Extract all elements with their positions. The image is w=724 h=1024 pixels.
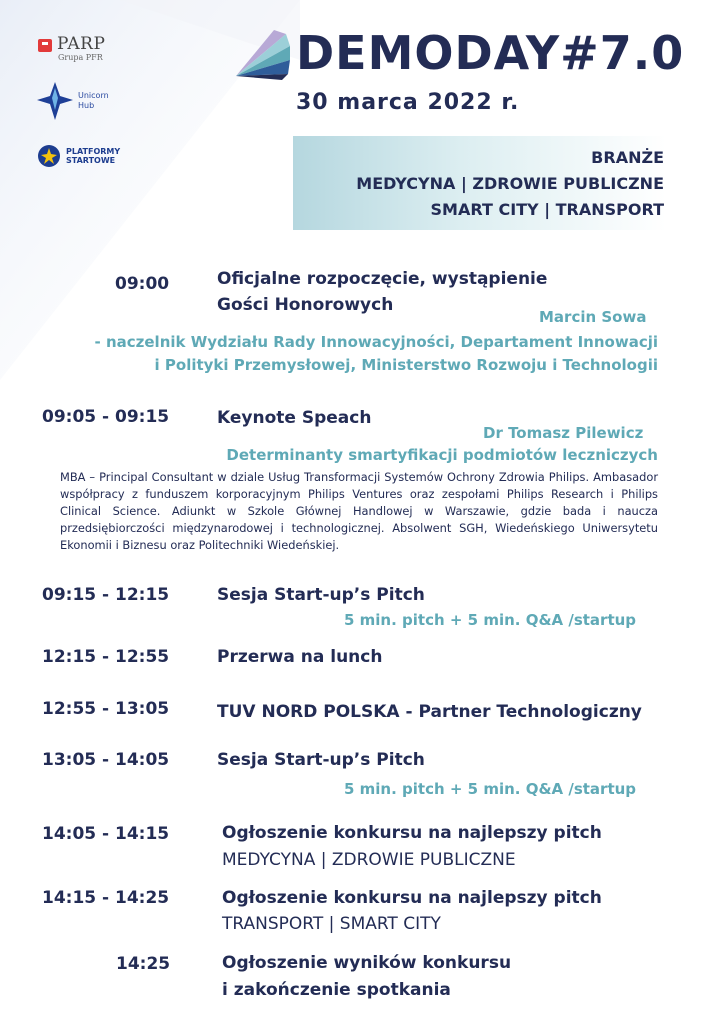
pitch2-time: 13:05 - 14:05 — [42, 750, 170, 770]
award1-title: Ogłoszenie konkursu na najlepszy pitch — [222, 823, 602, 843]
closing-title-line1: Ogłoszenie wyników konkursu — [222, 953, 512, 973]
keynote-speaker-bio: MBA – Principal Consultant w dziale Usług Transformacji Systemów Ochrony Zdrowia Philips. Ambasador współpracy z funduszem korporacyjnym Philips Ventures oraz zespołami Philips Research i Philips Clinical Science. Adiunkt w Szkole Głównej Handlowej w Warszawie, gdzie bada i naucza przedsiębiorczości międzynarodowej i technologicznej. Absolwent SGH, Wiedeńskiego Uniwersytetu Ekonomii i Biznesu oraz Politechniki Wiedeńskiej. — [60, 470, 658, 552]
award2-subtitle: TRANSPORT | SMART CITY — [222, 914, 441, 934]
pitch2-note: 5 min. pitch + 5 min. Q&A /startup — [344, 780, 637, 798]
unicorn-line2: Hub — [78, 101, 95, 110]
platformy-line2: STARTOWE — [66, 156, 116, 165]
pitch2-title: Sesja Start-up’s Pitch — [217, 750, 425, 770]
tuv-time: 12:55 - 13:05 — [42, 699, 170, 719]
pitch1-note: 5 min. pitch + 5 min. Q&A /startup — [344, 611, 637, 629]
industries-heading: BRANŻE — [591, 148, 664, 167]
platformy-star-icon — [36, 144, 62, 168]
tuv-title: TUV NORD POLSKA - Partner Technologiczny — [217, 702, 642, 722]
opening-title-line2: Gości Honorowych — [217, 295, 394, 315]
demoday-fan-logo-icon — [234, 28, 292, 80]
lunch-title: Przerwa na lunch — [217, 647, 383, 667]
unicorn-line1: Unicorn — [78, 91, 109, 100]
award2-time: 14:15 - 14:25 — [42, 888, 170, 908]
platformy-line1: PLATFORMY — [66, 147, 121, 156]
platformy-startowe-logo — [36, 144, 120, 168]
award1-time: 14:05 - 14:15 — [42, 824, 170, 844]
event-date: 30 marca 2022 r. — [296, 90, 520, 115]
opening-time: 09:00 — [115, 274, 170, 294]
award1-subtitle: MEDYCYNA | ZDROWIE PUBLICZNE — [222, 850, 516, 870]
parp-name: PARP — [57, 34, 106, 54]
parp-logo — [38, 36, 105, 63]
parp-mark-icon — [38, 39, 52, 52]
parp-subtitle: Grupa PFR — [58, 53, 103, 62]
award2-title: Ogłoszenie konkursu na najlepszy pitch — [222, 888, 602, 908]
keynote-speaker: Dr Tomasz Pilewicz — [483, 424, 644, 442]
pitch1-title: Sesja Start-up’s Pitch — [217, 585, 425, 605]
event-title: DEMODAY#7.0 — [296, 26, 685, 80]
opening-speaker: Marcin Sowa — [539, 308, 647, 326]
pitch1-time: 09:15 - 12:15 — [42, 585, 170, 605]
opening-title-line1: Oficjalne rozpoczęcie, wystąpienie — [217, 269, 548, 289]
industries-line-medical: MEDYCYNA | ZDROWIE PUBLICZNE — [356, 174, 664, 193]
closing-time: 14:25 — [116, 954, 171, 974]
opening-role-line2: i Polityki Przemysłowej, Ministerstwo Rozwoju i Technologii — [154, 356, 658, 374]
opening-role-line1: - naczelnik Wydziału Rady Innowacyjności, Departament Innowacji — [94, 333, 658, 351]
unicorn-hub-logo — [36, 80, 109, 122]
keynote-time: 09:05 - 09:15 — [42, 407, 170, 427]
industries-line-smartcity: SMART CITY | TRANSPORT — [430, 200, 664, 219]
lunch-time: 12:15 - 12:55 — [42, 647, 170, 667]
unicorn-star-icon — [36, 80, 74, 122]
industries-box — [293, 136, 666, 230]
closing-title-line2: i zakończenie spotkania — [222, 980, 451, 1000]
keynote-title: Keynote Speach — [217, 408, 372, 428]
keynote-topic: Determinanty smartyfikacji podmiotów leczniczych — [226, 446, 658, 464]
